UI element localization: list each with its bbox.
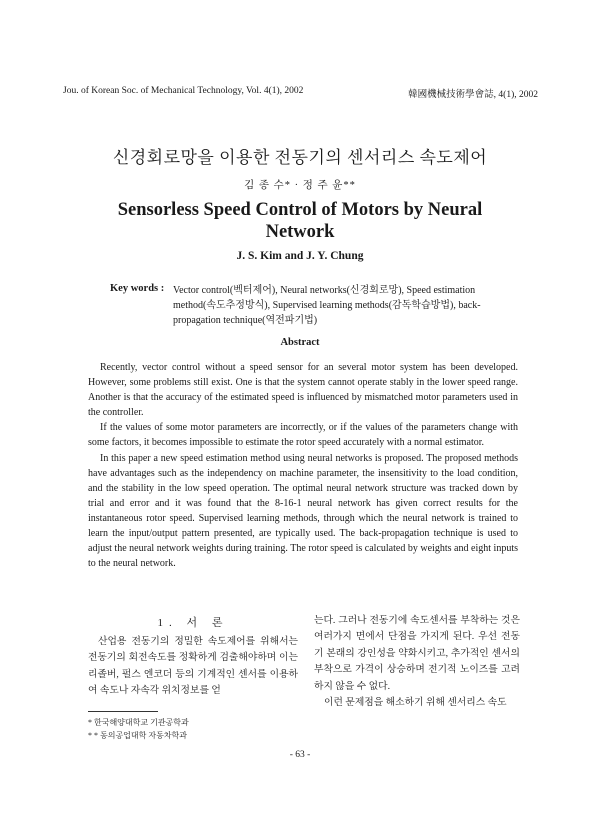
footnote: * * 동의공업대학 자동차학과 xyxy=(88,731,188,740)
abstract-paragraph: Recently, vector control without a speed sensor for an several motor system has been developed. However, some problems still exist. One is that the system cannot operate stably in the lower speed range. Another is that the accuracy of the estimated speed is influenced by mismatched motor parameters used in the controller. xyxy=(88,362,518,419)
keywords-label: Key words : xyxy=(110,283,165,294)
body-paragraph: 는다. 그러나 전동기에 속도센서를 부착하는 것은 여러가지 면에서 단점을 가지게 된다. 우선 전동기 본래의 강인성을 약화시키고, 추가적인 센서의 부착으로 가격이 상승하며 전기적 노이즈를 고려하지 않을 수 없다. xyxy=(314,615,520,692)
abstract-paragraph: If the values of some motor parameters are incorrectly, or if the values of the parameters change with some factors, it becomes impossible to estimate the rotor speed accurately with a normal estimator. xyxy=(88,422,518,449)
left-column xyxy=(88,634,298,700)
korean-title: 신경회로망을 이용한 전동기의 센서리스 속도제어 xyxy=(112,148,488,167)
keywords-text: Vector control(벡터제어), Neural networks(신경회로망), Speed estimation method(속도추정방식), Supervised learning methods(감독학습방법), back-propagation technique(역전파기법) xyxy=(173,285,481,326)
footnote: * 한국해양대학교 기관공학과 xyxy=(88,718,189,727)
english-title: Sensorless Speed Control of Motors by Neural Network xyxy=(117,200,483,242)
abstract-paragraph: In this paper a new speed estimation method using neural networks is proposed. The proposed methods have advantages such as the independency on machine parameter, the insensitivity to the load condition, and the stability in the low speed operation. The optimal neural network structure was tracked down by trial and error and it was found that the 8-16-1 neural network has given correct results for the instantaneous rotor speed. Supervised learning methods, through which the neural network is trained to learn the input/output pattern presented, are typically used. The back-propagation technique is used to adjust the neural network weights during training. The rotor speed is calculated by weights and eight inputs to the neural network. xyxy=(88,452,518,570)
korean-authors: 김 종 수* · 정 주 윤** xyxy=(244,180,356,191)
page-number: - 63 - xyxy=(289,750,311,760)
body-paragraph: 산업용 전동기의 정밀한 속도제어를 위해서는 전동기의 회전속도를 정확하게 검출해야하며 이는 리졸버, 펄스 엔코더 등의 기계적인 센서를 이용하여 속도나 자속각 위치정보를 얻 xyxy=(88,636,298,697)
journal-header-ko: 韓國機械技術學會誌, 4(1), 2002 xyxy=(408,90,538,100)
footnote-divider xyxy=(88,711,158,712)
right-column xyxy=(314,613,520,711)
body-paragraph: 이런 문제점을 해소하기 위해 센서리스 속도 xyxy=(324,697,507,709)
abstract-body xyxy=(88,360,518,571)
journal-header-en: Jou. of Korean Soc. of Mechanical Technology, Vol. 4(1), 2002 xyxy=(63,86,304,96)
abstract-heading: Abstract xyxy=(280,337,320,348)
section-heading: 1. 서 론 xyxy=(157,617,229,629)
english-authors: J. S. Kim and J. Y. Chung xyxy=(236,250,364,262)
